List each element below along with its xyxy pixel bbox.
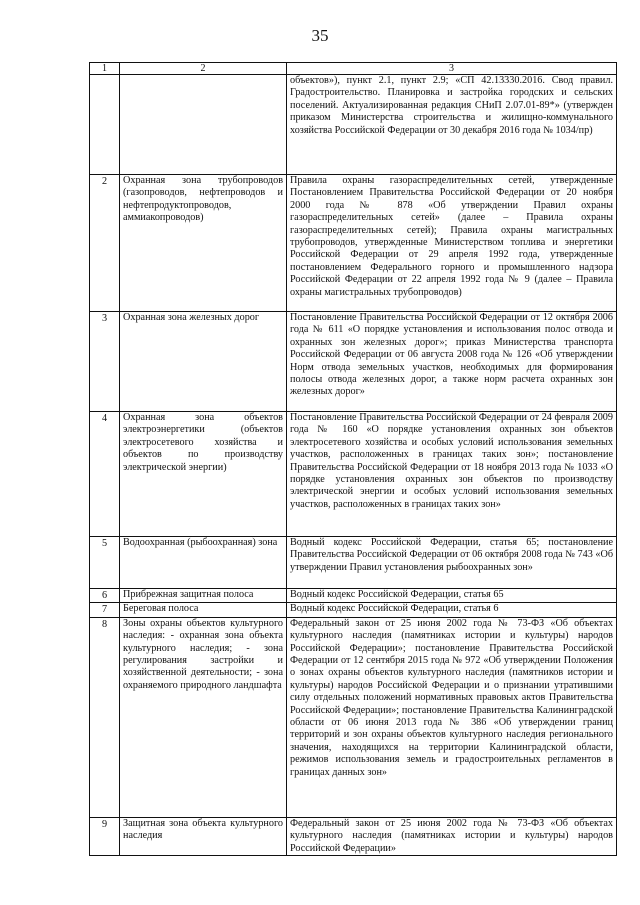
zone-name: Береговая полоса bbox=[120, 603, 287, 617]
legal-basis: объектов»), пункт 2.1, пункт 2.9; «СП 42.13330.2016. Свод правил. Градостроительство. Планировка и застройка городских и сельских поселений. Актуализированная редакция СНиП 2.07.01-89*» (утвержден приказом Министерства строительства и жилищно-коммунального хозяйства Российской Федерации от 30 декабря 2016 года № 1034/пр) bbox=[287, 75, 617, 175]
zone-name: Прибрежная защитная полоса bbox=[120, 589, 287, 603]
row-number: 5 bbox=[90, 537, 120, 589]
column-header: 1 bbox=[90, 63, 120, 75]
column-header: 2 bbox=[120, 63, 287, 75]
zone-name: Водоохранная (рыбоохранная) зона bbox=[120, 537, 287, 589]
row-number: 4 bbox=[90, 412, 120, 537]
zone-name: Зоны охраны объектов культурного наследия: - охранная зона объекта культурного наследия; - зона регулирования застройки и хозяйственной деятельности; - зона охраняемого природного ландшафта bbox=[120, 617, 287, 817]
legal-basis: Водный кодекс Российской Федерации, статья 65; постановление Правительства Российской Федерации от 06 октября 2008 года № 743 «Об утверждении Правил установления рыбоохранных зон» bbox=[287, 537, 617, 589]
regulations-table bbox=[89, 62, 617, 856]
table-row bbox=[90, 312, 617, 412]
table-row bbox=[90, 175, 617, 312]
row-number: 9 bbox=[90, 817, 120, 855]
row-number: 2 bbox=[90, 175, 120, 312]
table-row bbox=[90, 537, 617, 589]
legal-basis: Водный кодекс Российской Федерации, статья 6 bbox=[287, 603, 617, 617]
zone-name bbox=[120, 75, 287, 175]
table-row bbox=[90, 589, 617, 603]
legal-basis: Постановление Правительства Российской Федерации от 12 октября 2006 года № 611 «О порядке установления и использования полос отвода и охранных зон железных дорог»; приказ Министерства транспорта Российской Федерации от 06 августа 2008 года № 126 «Об утверждении Норм отвода земельных участков, необходимых для формирования полосы отвода железных дорог, а также норм расчета охранных зон железных дорог» bbox=[287, 312, 617, 412]
legal-basis: Правила охраны газораспределительных сетей, утвержденные Постановлением Правительства Российской Федерации от 20 ноября 2000 года № 878 «Об утверждении Правил охраны газораспределительных сетей» (далее – Правила охраны газораспределительных сетей); Правила охраны магистральных трубопроводов, утвержденные Министерством топлива и энергетики Российской Федерации от 29 апреля 1992 года, утвержденные постановлением Федерального горного и промышленного надзора Российской Федерации от 22 апреля 1992 года № 9 (далее – Правила охраны магистральных трубопроводов) bbox=[287, 175, 617, 312]
table-row bbox=[90, 617, 617, 817]
column-header: 3 bbox=[287, 63, 617, 75]
row-number: 7 bbox=[90, 603, 120, 617]
row-number: 3 bbox=[90, 312, 120, 412]
zone-name: Охранная зона железных дорог bbox=[120, 312, 287, 412]
table-header-row bbox=[90, 63, 617, 75]
zone-name: Охранная зона объектов электроэнергетики (объектов электросетевого хозяйства и объектов по производству электрической энергии) bbox=[120, 412, 287, 537]
row-number bbox=[90, 75, 120, 175]
legal-basis: Федеральный закон от 25 июня 2002 года № 73-ФЗ «Об объектах культурного наследия (памятниках истории и культуры) народов Российской Федерации» bbox=[287, 817, 617, 855]
legal-basis: Водный кодекс Российской Федерации, статья 65 bbox=[287, 589, 617, 603]
zone-name: Охранная зона трубопроводов (газопроводов, нефтепроводов и нефтепродуктопроводов, аммиакопроводов) bbox=[120, 175, 287, 312]
table-row bbox=[90, 75, 617, 175]
table-row bbox=[90, 603, 617, 617]
row-number: 8 bbox=[90, 617, 120, 817]
row-number: 6 bbox=[90, 589, 120, 603]
legal-basis: Постановление Правительства Российской Федерации от 24 февраля 2009 года № 160 «О порядке установления охранных зон объектов электросетевого хозяйства и особых условий использования земельных участков, расположенных в границах таких зон»; постановление Правительства Российской Федерации от 18 ноября 2013 года № 1033 «О порядке установления охранных зон объектов по производству электрической энергии и особых условий использования земельных участков, расположенных в границах таких зон» bbox=[287, 412, 617, 537]
table-row bbox=[90, 412, 617, 537]
table-row bbox=[90, 817, 617, 855]
zone-name: Защитная зона объекта культурного наследия bbox=[120, 817, 287, 855]
page-number: 35 bbox=[311, 26, 329, 45]
legal-basis: Федеральный закон от 25 июня 2002 года № 73-ФЗ «Об объектах культурного наследия (памятниках истории и культуры) народов Российской Федерации»; постановление Правительства Российской Федерации от 12 сентября 2015 года № 972 «Об утверждении Положения о зонах охраны объектов культурного наследия (памятников истории и культуры) народов Российской Федерации и о признании утратившими силу отдельных положений нормативных правовых актов Правительства Российской Федерации»; постановление Правительства Калининградской области от 06 июня 2013 года № 386 «Об утверждении границ территорий и зон охраны объектов культурного наследия регионального значения, находящихся на территории Калининградской области, режимов использования земель и градостроительных регламентов в границах данных зон» bbox=[287, 617, 617, 817]
